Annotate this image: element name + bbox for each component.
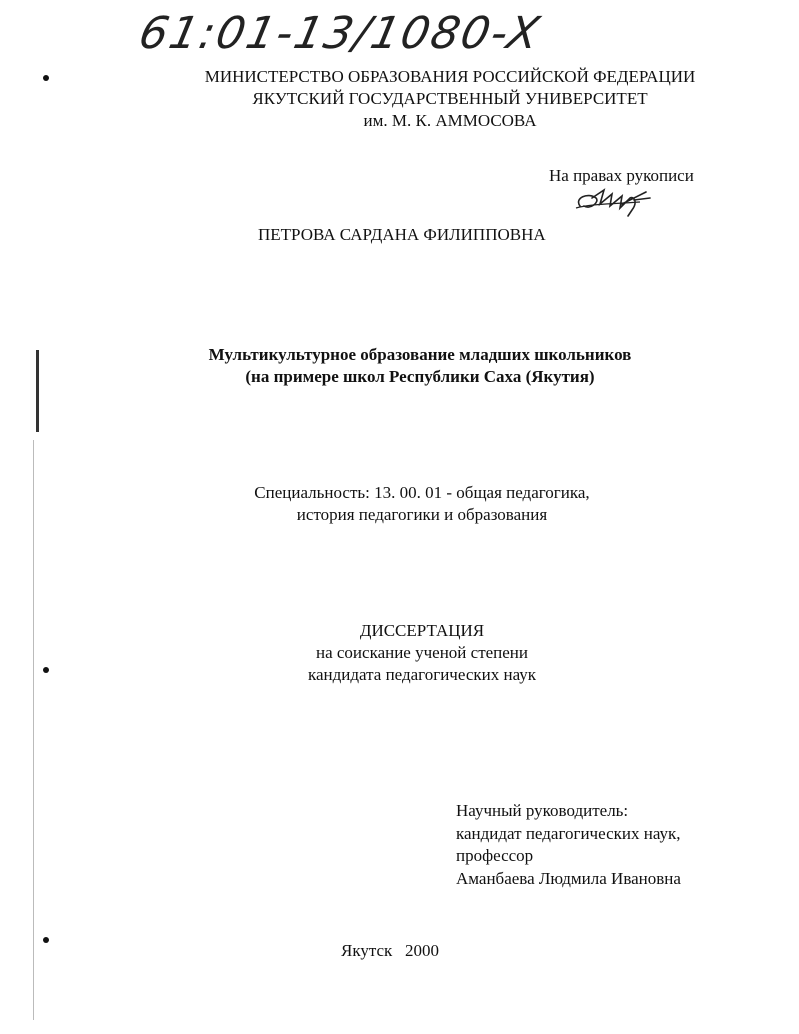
scan-dot-3 bbox=[43, 937, 49, 943]
thesis-title-line-2: (на примере школ Республики Саха (Якутия) bbox=[245, 367, 595, 386]
supervisor-degree: кандидат педагогических наук, bbox=[456, 823, 681, 843]
archive-number-handwritten: 61:01-13/1080-X bbox=[134, 8, 546, 59]
city-year: Якутск 2000 bbox=[341, 941, 440, 960]
document-type-line-2: кандидата педагогических наук bbox=[307, 665, 537, 684]
university-line: ЯКУТСКИЙ ГОСУДАРСТВЕННЫЙ УНИВЕРСИТЕТ bbox=[252, 89, 648, 108]
document-type-block bbox=[122, 620, 722, 686]
thesis-title-line-1: Мультикультурное образование младших школьников bbox=[208, 345, 632, 364]
supervisor-block bbox=[456, 800, 681, 890]
scan-dot-1 bbox=[43, 75, 49, 81]
supervisor-label: Научный руководитель: bbox=[456, 801, 629, 820]
university-namesake-line: им. М. К. АММОСОВА bbox=[363, 111, 537, 130]
author-name: ПЕТРОВА САРДАНА ФИЛИППОВНА bbox=[258, 225, 546, 244]
scan-margin-line bbox=[33, 440, 34, 1020]
ministry-line: МИНИСТЕРСТВО ОБРАЗОВАНИЯ РОССИЙСКОЙ ФЕДЕРАЦИИ bbox=[204, 67, 696, 86]
document-type-line-1: на соискание ученой степени bbox=[315, 643, 529, 662]
specialty-block bbox=[120, 482, 724, 526]
supervisor-name: Аманбаева Людмила Ивановна bbox=[456, 868, 681, 888]
specialty-line-1: Специальность: 13. 00. 01 - общая педагогика, bbox=[254, 483, 590, 502]
supervisor-rank: профессор bbox=[456, 846, 534, 865]
specialty-line-2: история педагогики и образования bbox=[296, 505, 548, 524]
scan-margin-mark bbox=[36, 350, 39, 432]
signature-icon bbox=[570, 184, 660, 218]
manuscript-rights-note: На правах рукописи bbox=[549, 166, 694, 185]
document-type-label: ДИССЕРТАЦИЯ bbox=[359, 621, 485, 640]
thesis-title bbox=[120, 344, 720, 388]
scan-dot-2 bbox=[43, 667, 49, 673]
ministry-header bbox=[150, 66, 750, 132]
